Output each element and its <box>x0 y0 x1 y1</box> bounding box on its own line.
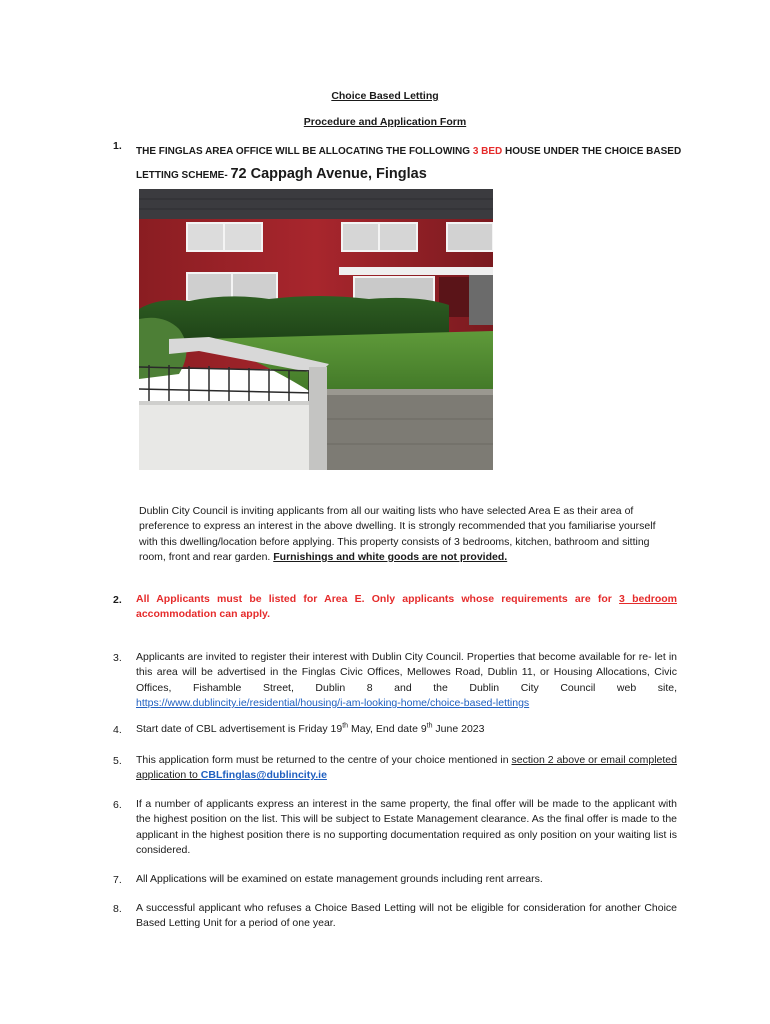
item-2-number: 2. <box>113 594 122 606</box>
item-2-text-main: All Applicants must be listed for Area E. Only applicants whose requirements are for <box>136 593 620 605</box>
item-1-bed-highlight: 3 BED <box>472 146 503 157</box>
item-1-number: 1. <box>113 140 122 152</box>
item-5-number: 5. <box>113 755 122 767</box>
item-1-text-before: THE FINGLAS AREA OFFICE WILL BE ALLOCATING THE FOLLOWING <box>136 146 473 157</box>
item-8-text: A successful applicant who refuses a Choice Based Letting will not be eligible for consideration for another Choice Based Letting Unit for a period of one year. <box>136 902 677 930</box>
item-3-number: 3. <box>113 652 122 664</box>
item-5-text-main: This application form must be returned to the centre of your choice mentioned in <box>136 754 512 766</box>
item-3-text <box>136 650 677 711</box>
item-1-heading <box>136 140 696 187</box>
item-4-prefix: Start date of CBL advertisement is Friday 19 <box>136 723 343 735</box>
item-1-text-after: HOUSE UNDER THE CHOICE BASED LETTING SCHEME- <box>136 146 682 181</box>
item-2-bedroom-requirement: 3 bedroom <box>619 593 677 605</box>
item-6-text: If a number of applicants express an interest in the same property, the final offer will be made to the applicant with the highest position on the list. This will be subject to Estate Management clearance. As the final offer is made to the applicant in the highest position there is no supporting documentation required as only position on your waiting list is considered. <box>136 798 677 856</box>
cbl-website-link[interactable]: https://www.dublincity.ie/residential/housing/i-am-looking-home/choice-based-lettings <box>136 696 530 709</box>
document-title: Choice Based Letting <box>331 90 439 102</box>
item-6-number: 6. <box>113 799 122 811</box>
property-photo <box>139 189 493 470</box>
item-4-suffix: June 2023 <box>432 723 485 735</box>
item-7-text: All Applications will be examined on estate management grounds including rent arrears. <box>136 873 543 885</box>
cbl-email-link[interactable]: CBLfinglas@dublincity.ie <box>200 769 327 782</box>
item-3-text-main: Applicants are invited to register their interest with Dublin City Council. Properties that become available for re- let in this area will be advertised in the Finglas Civic Offices, Mellowes Road, Dublin 11, or Housing Allocations, Civic Offices, Fishamble Street, Dublin 8 and the Dublin City Council web site, <box>136 651 677 694</box>
intro-paragraph <box>139 504 677 565</box>
item-5-underlined: section 2 above or email completed application to <box>136 754 677 782</box>
furnishings-notice: Furnishings and white goods are not provided. <box>273 550 508 563</box>
intro-text: Dublin City Council is inviting applicants from all our waiting lists who have selected Area E as their area of preference to express an interest in the above dwelling. It is strongly recommended that you familiarise yourself with this dwelling/location before applying. This property consists of 3 bedrooms, kitchen, bathroom and sitting room, front and rear garden. <box>139 505 656 563</box>
property-address: 72 Cappagh Avenue, Finglas <box>230 166 427 182</box>
item-2-text <box>136 592 677 623</box>
item-4-text <box>136 722 677 737</box>
item-4-middle: May, End date 9 <box>348 723 427 735</box>
house-illustration <box>139 189 493 470</box>
item-5-text <box>136 753 677 784</box>
item-8-number: 8. <box>113 903 122 915</box>
item-4-sup-1: th <box>342 722 349 730</box>
document-subtitle: Procedure and Application Form <box>303 116 467 128</box>
item-7-number: 7. <box>113 874 122 886</box>
item-4-sup-2: th <box>426 722 433 730</box>
item-2-text-end: accommodation can apply. <box>136 608 271 621</box>
item-4-number: 4. <box>113 724 122 736</box>
